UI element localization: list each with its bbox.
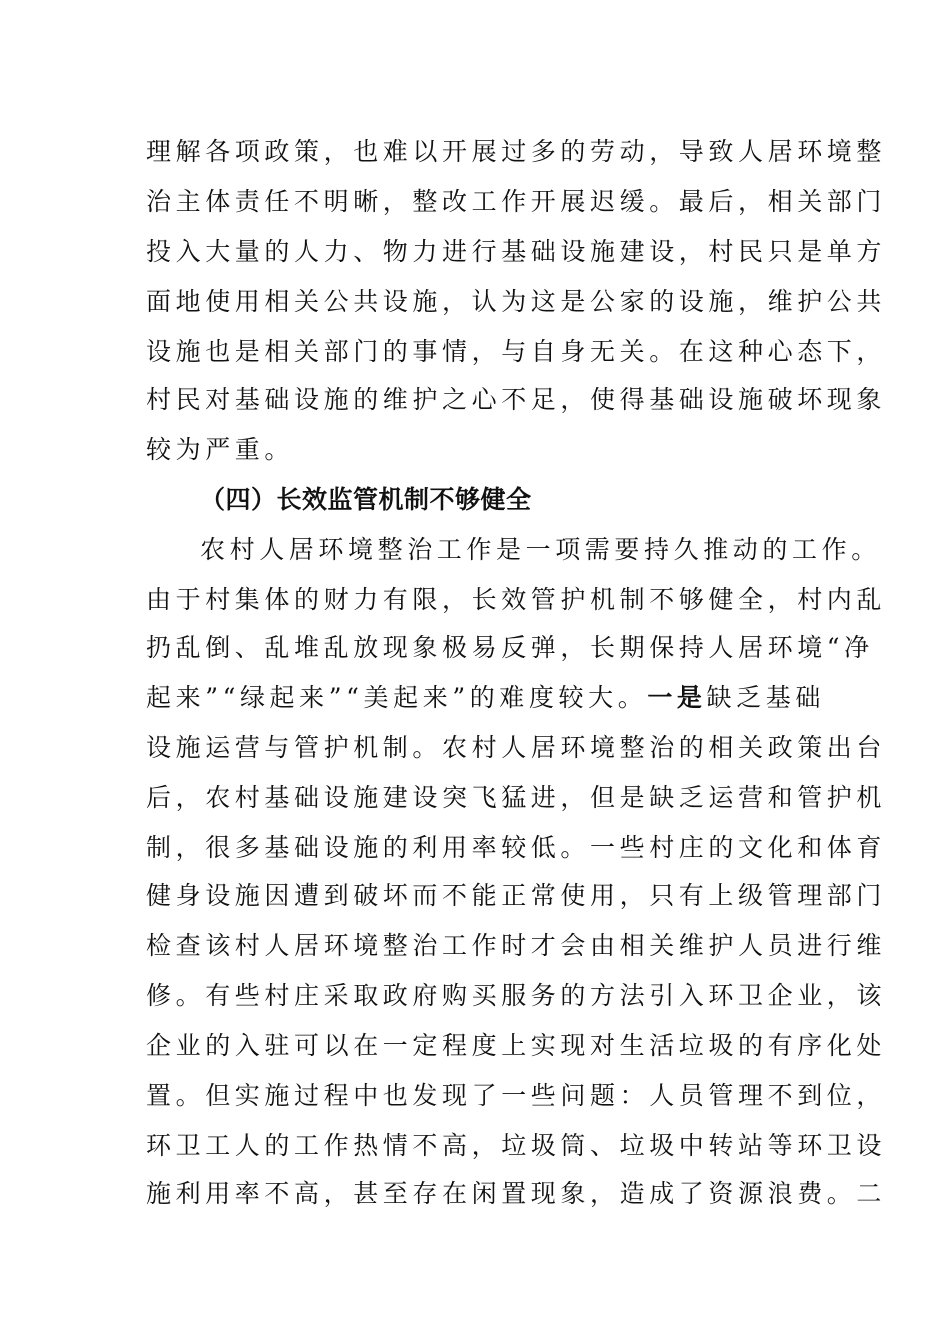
- text-line: 制，很多基础设施的利用率较低。一些村庄的文化和体育: [146, 833, 887, 862]
- text-line: 施利用率不高，甚至存在闲置现象，造成了资源浪费。二: [146, 1179, 887, 1208]
- text-segment: 起来”“绿起来”“美起来”的难度较大。: [146, 683, 648, 712]
- text-line-mixed: [146, 682, 825, 714]
- text-segment: 缺乏基础: [706, 683, 825, 712]
- text-line: 检查该村人居环境整治工作时才会由相关维护人员进行维: [146, 931, 887, 960]
- text-line: 置。但实施过程中也发现了一些问题：人员管理不到位，: [146, 1081, 887, 1110]
- section-heading: （四）长效监管机制不够健全: [200, 485, 532, 514]
- text-line: 治主体责任不明晰，整改工作开展迟缓。最后，相关部门: [146, 187, 887, 216]
- text-line: 环卫工人的工作热情不高，垃圾筒、垃圾中转站等环卫设: [146, 1131, 887, 1160]
- text-line: 设施也是相关部门的事情，与自身无关。在这种心态下，: [146, 337, 887, 366]
- text-line: 较为严重。: [146, 435, 295, 464]
- text-line: 扔乱倒、乱堆乱放现象极易反弹，长期保持人居环境“净: [146, 633, 874, 662]
- text-line: 设施运营与管护机制。农村人居环境整治的相关政策出台: [146, 733, 887, 762]
- text-line: 健身设施因遭到破坏而不能正常使用，只有上级管理部门: [146, 881, 887, 910]
- text-line: 后，农村基础设施建设突飞猛进，但是缺乏运营和管护机: [146, 783, 887, 812]
- text-line: 理解各项政策，也难以开展过多的劳动，导致人居环境整: [146, 137, 887, 166]
- text-line: 面地使用相关公共设施，认为这是公家的设施，维护公共: [146, 287, 887, 316]
- paragraph-first-line: 农村人居环境整治工作是一项需要持久推动的工作。: [200, 535, 881, 564]
- text-line: 村民对基础设施的维护之心不足，使得基础设施破坏现象: [146, 385, 887, 414]
- emphasis-text: 一是: [647, 683, 707, 712]
- text-line: 投入大量的人力、物力进行基础设施建设，村民只是单方: [146, 237, 887, 266]
- text-line: 企业的入驻可以在一定程度上实现对生活垃圾的有序化处: [146, 1031, 887, 1060]
- text-line: 修。有些村庄采取政府购买服务的方法引入环卫企业，该: [146, 981, 887, 1010]
- text-line: 由于村集体的财力有限，长效管护机制不够健全，村内乱: [146, 585, 887, 614]
